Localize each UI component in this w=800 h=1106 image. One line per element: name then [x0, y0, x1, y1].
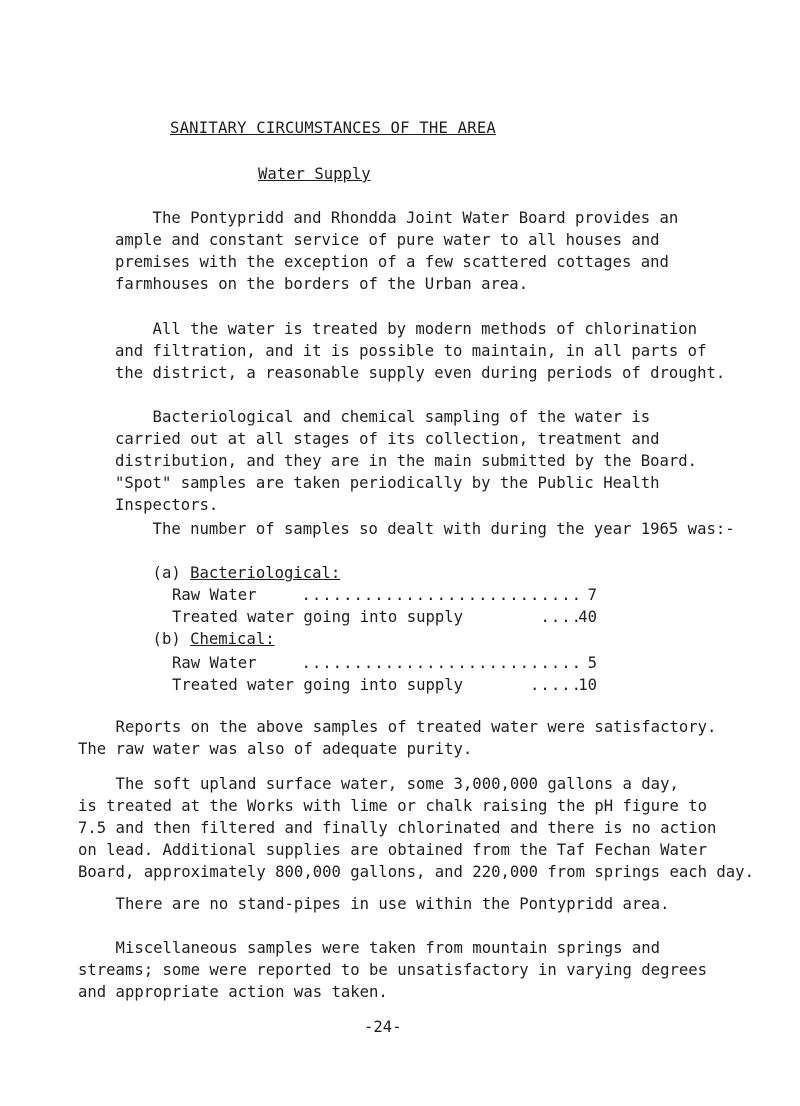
- section-a-label: [115, 562, 340, 584]
- section-b-label: [115, 628, 275, 650]
- leader-dots: ...........................: [301, 654, 582, 672]
- sample-name: Raw Water: [172, 654, 257, 672]
- leader-dots: ....: [540, 608, 582, 626]
- section-subheading: Water Supply: [258, 165, 371, 183]
- section-b-title: Chemical:: [190, 630, 275, 648]
- sample-value: 40: [578, 608, 597, 626]
- leader-dots: .....: [530, 676, 582, 694]
- section-a-prefix: (a): [115, 564, 191, 582]
- page-heading: SANITARY CIRCUMSTANCES OF THE AREA: [170, 119, 496, 137]
- section-a-title: Bacteriological:: [190, 564, 341, 582]
- sample-value: 7: [587, 586, 597, 604]
- sample-value: 10: [578, 676, 597, 694]
- section-b-prefix: (b): [115, 630, 191, 648]
- paragraph-surface-water: The soft upland surface water, some 3,000,000 gallons a day, is treated at the Works with lime or chalk raising the pH figure to 7.5 and then filtered and finally chlorinated and there is no action on lead. Additional supplies are obtained from the Taf Fechan Water Board, approximately 800,000 gallons, and 220,000 from springs each day.: [78, 775, 754, 881]
- paragraph-miscellaneous: Miscellaneous samples were taken from mountain springs and streams; some were reported to be unsatisfactory in varying degrees and appropriate action was taken.: [78, 939, 708, 1001]
- page-number: -24-: [364, 1018, 402, 1036]
- paragraph-supply: The Pontypridd and Rhondda Joint Water Board provides an ample and constant service of pure water to all houses and premises with the exception of a few scattered cottages and farmhouses on the borders of the Urban area.: [115, 209, 679, 293]
- paragraph-treatment: All the water is treated by modern methods of chlorination and filtration, and it is possible to maintain, in all parts of the district, a reasonable supply even during periods of drought.: [115, 320, 726, 382]
- leader-dots: ...........................: [301, 586, 582, 604]
- sample-name: Treated water going into supply: [172, 676, 464, 694]
- paragraph-sampling: Bacteriological and chemical sampling of the water is carried out at all stages of its collection, treatment and distribution, and they are in the main submitted by the Board. "Spot" samples are taken periodically by the Public Health Inspectors.: [115, 408, 698, 514]
- sample-value: 5: [587, 654, 597, 672]
- paragraph-sample-count: The number of samples so dealt with during the year 1965 was:-: [115, 520, 735, 538]
- sample-name: Treated water going into supply: [172, 608, 464, 626]
- sample-name: Raw Water: [172, 586, 257, 604]
- paragraph-reports: Reports on the above samples of treated water were satisfactory. The raw water was also of adequate purity.: [78, 718, 717, 758]
- paragraph-stand-pipes: There are no stand-pipes in use within the Pontypridd area.: [78, 895, 670, 913]
